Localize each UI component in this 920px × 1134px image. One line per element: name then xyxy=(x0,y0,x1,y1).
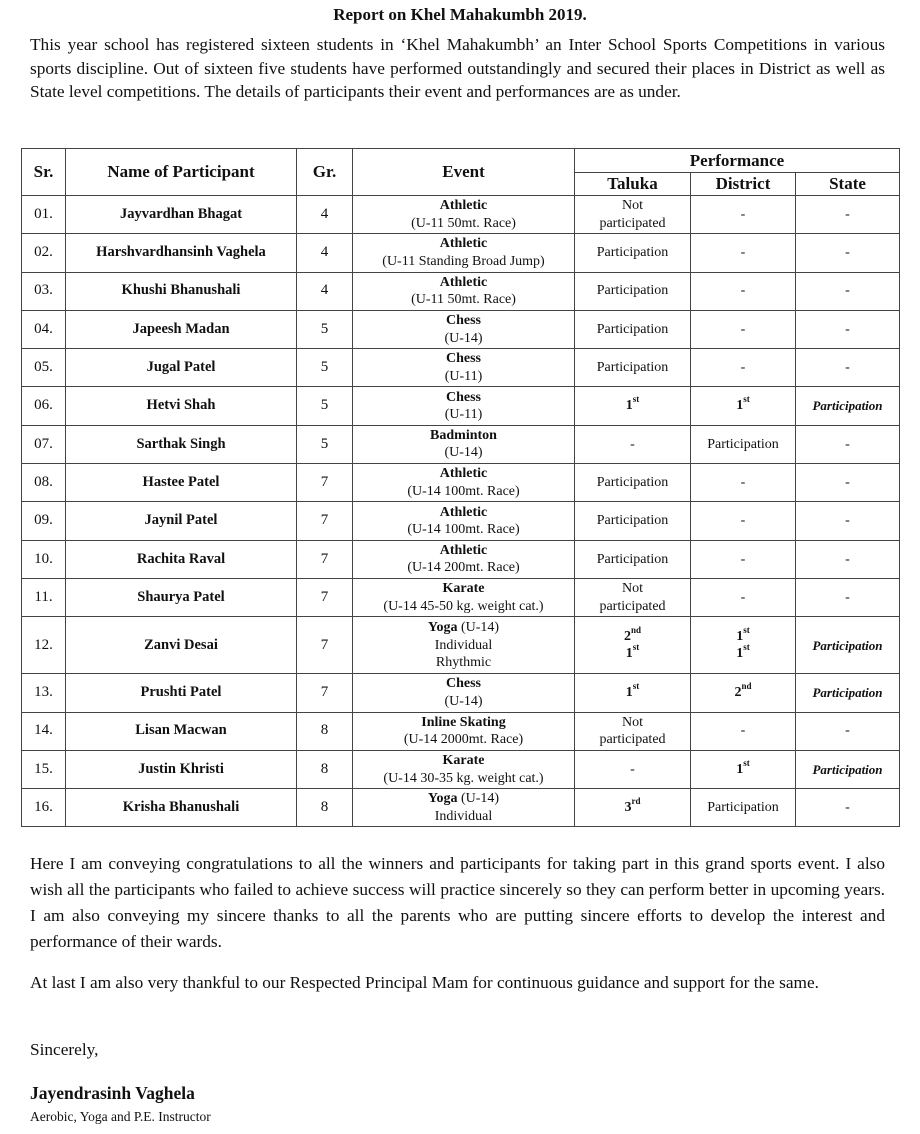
event-heading xyxy=(353,350,574,368)
event-title: Karate xyxy=(442,581,485,597)
district-result xyxy=(691,757,795,779)
cell-grade: 7 xyxy=(297,617,353,674)
table-row xyxy=(22,578,900,616)
rank-suffix: st xyxy=(632,642,640,653)
intro-paragraph: This year school has registered sixteen students in ‘Khel Mahakumbh’ an Inter School Sports Competitions in various sports discipline. Out of sixteen five students have performed outstandingly and secured their places in District as well as State level competitions. The details of participants their event and performances are as under. xyxy=(30,35,885,101)
event-title: Yoga xyxy=(427,791,458,807)
cell-name: Jugal Patel xyxy=(66,349,297,387)
rank-suffix: rd xyxy=(631,796,641,807)
event-detail: (U-14 100mt. Race) xyxy=(407,522,520,538)
taluka-result: Not xyxy=(622,714,643,730)
event-title: Karate xyxy=(442,753,485,768)
cell-name: Khushi Bhanushali xyxy=(66,272,297,310)
district-result: - xyxy=(740,206,746,222)
signatory-name: Jayendrasinh Vaghela xyxy=(30,1083,195,1103)
cell-sr: 15. xyxy=(22,750,66,788)
cell-district xyxy=(691,750,796,788)
rank-number: 1 xyxy=(625,398,633,414)
cell-grade: 7 xyxy=(297,674,353,712)
event-title: Yoga xyxy=(427,620,458,636)
cell-state: - xyxy=(796,272,900,310)
cell-name: Harshvardhansinh Vaghela xyxy=(66,234,297,272)
event-detail: (U-14) xyxy=(444,693,483,709)
cell-district xyxy=(691,349,796,387)
cell-event xyxy=(353,502,575,540)
taluka-result: participated xyxy=(599,215,666,231)
cell-event xyxy=(353,387,575,425)
cell-district xyxy=(691,578,796,616)
cell-grade: 7 xyxy=(297,578,353,616)
rank-suffix: st xyxy=(743,624,750,635)
event-title: Chess xyxy=(445,351,481,367)
cell-sr: 06. xyxy=(22,387,66,425)
cell-name: Jaynil Patel xyxy=(66,502,297,540)
cell-event xyxy=(353,712,575,750)
cell-grade: 4 xyxy=(297,196,353,234)
table-row xyxy=(22,750,900,788)
taluka-result: Participation xyxy=(596,551,669,567)
district-result: - xyxy=(740,321,746,337)
taluka-result: Not xyxy=(622,581,643,597)
cell-state: - xyxy=(796,502,900,540)
cell-event xyxy=(353,310,575,348)
cell-sr: 14. xyxy=(22,712,66,750)
cell-taluka xyxy=(575,578,691,616)
cell-state: - xyxy=(796,789,900,827)
taluka-result: Not xyxy=(622,198,643,214)
cell-sr: 07. xyxy=(22,425,66,463)
header-event: Event xyxy=(353,149,575,196)
cell-grade: 8 xyxy=(297,750,353,788)
cell-event xyxy=(353,464,575,502)
cell-taluka xyxy=(575,750,691,788)
event-title: Athletic xyxy=(439,466,488,482)
cell-state: Participation xyxy=(796,674,900,712)
district-result: - xyxy=(740,589,746,605)
rank-suffix: st xyxy=(743,642,750,653)
taluka-result: participated xyxy=(599,732,666,748)
cell-sr: 04. xyxy=(22,310,66,348)
table-row xyxy=(22,387,900,425)
cell-sr: 16. xyxy=(22,789,66,827)
cell-grade: 7 xyxy=(297,502,353,540)
cell-district xyxy=(691,712,796,750)
cell-grade: 7 xyxy=(297,540,353,578)
district-result: Participation xyxy=(707,436,779,452)
cell-taluka xyxy=(575,464,691,502)
event-heading xyxy=(353,465,574,483)
cell-name: Zanvi Desai xyxy=(66,617,297,674)
event-heading xyxy=(353,580,574,598)
cell-event xyxy=(353,540,575,578)
rank-number: 3 xyxy=(624,800,632,816)
event-heading xyxy=(353,675,574,693)
taluka-result xyxy=(575,394,690,415)
cell-district xyxy=(691,196,796,234)
event-detail: (U-14 45-50 kg. weight cat.) xyxy=(383,598,544,614)
event-title: Inline Skating xyxy=(421,714,506,730)
event-detail: Rhythmic xyxy=(435,655,492,671)
event-heading xyxy=(353,542,574,560)
report-title: Report on Khel Mahakumbh 2019. xyxy=(333,5,587,24)
header-name: Name of Participant xyxy=(66,149,297,196)
cell-grade: 5 xyxy=(297,310,353,348)
cell-event xyxy=(353,578,575,616)
cell-sr: 12. xyxy=(22,617,66,674)
table-row xyxy=(22,540,900,578)
taluka-result: Participation xyxy=(596,360,669,376)
event-heading xyxy=(353,197,574,215)
table-row xyxy=(22,310,900,348)
cell-sr: 03. xyxy=(22,272,66,310)
rank-suffix: st xyxy=(743,394,750,405)
cell-sr: 11. xyxy=(22,578,66,616)
district-result xyxy=(691,642,795,663)
cell-event xyxy=(353,272,575,310)
cell-grade: 5 xyxy=(297,387,353,425)
event-heading xyxy=(353,427,574,445)
cell-grade: 4 xyxy=(297,272,353,310)
table-row xyxy=(22,196,900,234)
cell-grade: 5 xyxy=(297,349,353,387)
table-body xyxy=(22,196,900,827)
cell-district xyxy=(691,674,796,712)
taluka-result xyxy=(575,642,690,663)
cell-event xyxy=(353,196,575,234)
cell-name: Lisan Macwan xyxy=(66,712,297,750)
cell-district xyxy=(691,617,796,674)
district-result xyxy=(691,681,795,702)
rank-number: 1 xyxy=(736,761,744,777)
cell-event xyxy=(353,617,575,674)
cell-district xyxy=(691,464,796,502)
event-heading xyxy=(353,389,574,407)
event-heading xyxy=(353,790,574,808)
event-title: Chess xyxy=(445,313,481,329)
event-detail: (U-11 50mt. Race) xyxy=(411,292,516,308)
cell-grade: 4 xyxy=(297,234,353,272)
district-result: - xyxy=(740,513,746,529)
event-title: Chess xyxy=(445,676,481,692)
table-row xyxy=(22,272,900,310)
cell-state: Participation xyxy=(796,617,900,674)
cell-taluka xyxy=(575,349,691,387)
event-title: Athletic xyxy=(439,198,488,214)
rank-number: 1 xyxy=(736,646,744,662)
district-result: - xyxy=(740,723,746,739)
rank-number: 2 xyxy=(623,628,631,644)
cell-taluka xyxy=(575,540,691,578)
cell-event xyxy=(353,789,575,827)
event-category: (U-14) xyxy=(457,791,500,807)
cell-event xyxy=(353,425,575,463)
cell-district xyxy=(691,425,796,463)
cell-state: - xyxy=(796,578,900,616)
cell-taluka xyxy=(575,387,691,425)
event-detail: (U-14 100mt. Race) xyxy=(407,483,520,499)
event-heading xyxy=(353,274,574,292)
cell-sr: 05. xyxy=(22,349,66,387)
table-row xyxy=(22,425,900,463)
cell-taluka xyxy=(575,196,691,234)
event-title: Athletic xyxy=(439,274,488,290)
cell-sr: 09. xyxy=(22,502,66,540)
cell-event xyxy=(353,750,575,788)
event-category: (U-14) xyxy=(457,620,500,636)
event-heading xyxy=(353,714,574,732)
event-title: Athletic xyxy=(439,542,488,558)
event-heading xyxy=(353,619,574,637)
table-row xyxy=(22,502,900,540)
cell-taluka xyxy=(575,789,691,827)
cell-grade: 7 xyxy=(297,464,353,502)
event-title: Badminton xyxy=(430,427,497,443)
cell-taluka xyxy=(575,712,691,750)
event-detail: (U-11 50mt. Race) xyxy=(411,215,516,231)
rank-number: 1 xyxy=(736,398,744,414)
header-district: District xyxy=(691,173,796,196)
cell-grade: 5 xyxy=(297,425,353,463)
taluka-result: Participation xyxy=(596,245,669,261)
cell-district xyxy=(691,502,796,540)
rank-number: 1 xyxy=(625,646,633,662)
district-result xyxy=(691,394,795,415)
cell-sr: 13. xyxy=(22,674,66,712)
table-header xyxy=(22,149,900,196)
cell-state: - xyxy=(796,425,900,463)
cell-name: Hastee Patel xyxy=(66,464,297,502)
event-title: Athletic xyxy=(439,236,488,252)
event-detail: (U-14 2000mt. Race) xyxy=(403,732,524,748)
event-detail: (U-14 30-35 kg. weight cat.) xyxy=(383,770,544,786)
cell-taluka xyxy=(575,674,691,712)
signatory-role: Aerobic, Yoga and P.E. Instructor xyxy=(30,1109,211,1124)
taluka-result: participated xyxy=(599,598,666,614)
cell-event xyxy=(353,349,575,387)
header-state: State xyxy=(796,173,900,196)
district-result: - xyxy=(740,360,746,376)
cell-district xyxy=(691,789,796,827)
table-row xyxy=(22,349,900,387)
event-heading xyxy=(353,504,574,522)
rank-suffix: st xyxy=(743,757,750,768)
cell-state: Participation xyxy=(796,387,900,425)
cell-state: - xyxy=(796,540,900,578)
cell-district xyxy=(691,387,796,425)
taluka-result xyxy=(575,681,690,702)
cell-taluka xyxy=(575,234,691,272)
taluka-result: - xyxy=(630,436,635,452)
event-detail: (U-11) xyxy=(444,407,483,423)
table-row xyxy=(22,234,900,272)
rank-number: 2 xyxy=(734,685,742,701)
cell-state: - xyxy=(796,310,900,348)
event-detail: Individual xyxy=(434,637,493,653)
rank-suffix: st xyxy=(632,394,640,405)
table-row xyxy=(22,789,900,827)
rank-number: 1 xyxy=(625,685,633,701)
cell-event xyxy=(353,674,575,712)
taluka-result xyxy=(575,796,690,817)
cell-state: - xyxy=(796,234,900,272)
rank-number: 1 xyxy=(736,628,744,644)
cell-taluka xyxy=(575,617,691,674)
cell-taluka xyxy=(575,310,691,348)
cell-name: Japeesh Madan xyxy=(66,310,297,348)
event-heading xyxy=(353,752,574,770)
cell-district xyxy=(691,272,796,310)
congratulations-paragraph: Here I am conveying congratulations to all the winners and participants for taking part in this grand sports event. I also wish all the participants who failed to achieve success will practice sincerely so they can perform better in upcoming years. I am also conveying my sincere thanks to all the parents who are putting sincere efforts to develop the interest and performance of their wards. xyxy=(30,854,885,951)
cell-sr: 08. xyxy=(22,464,66,502)
cell-taluka xyxy=(575,272,691,310)
cell-name: Jayvardhan Bhagat xyxy=(66,196,297,234)
cell-state: - xyxy=(796,349,900,387)
cell-name: Prushti Patel xyxy=(66,674,297,712)
cell-name: Hetvi Shah xyxy=(66,387,297,425)
taluka-result: - xyxy=(630,761,635,777)
cell-district xyxy=(691,310,796,348)
table-row xyxy=(22,464,900,502)
taluka-result: Participation xyxy=(596,513,669,529)
header-performance: Performance xyxy=(575,149,900,173)
cell-state: - xyxy=(796,712,900,750)
cell-district xyxy=(691,234,796,272)
rank-suffix: nd xyxy=(630,624,641,635)
cell-taluka xyxy=(575,425,691,463)
cell-grade: 8 xyxy=(297,789,353,827)
cell-sr: 02. xyxy=(22,234,66,272)
header-taluka: Taluka xyxy=(575,173,691,196)
district-result: - xyxy=(740,245,746,261)
event-detail: (U-14) xyxy=(444,330,483,346)
cell-state: - xyxy=(796,196,900,234)
header-sr: Sr. xyxy=(22,149,66,196)
rank-suffix: st xyxy=(632,681,640,692)
district-result: - xyxy=(740,474,746,490)
rank-suffix: nd xyxy=(741,681,752,692)
district-result: - xyxy=(740,551,746,567)
cell-name: Rachita Raval xyxy=(66,540,297,578)
taluka-result: Participation xyxy=(596,321,669,337)
cell-name: Sarthak Singh xyxy=(66,425,297,463)
cell-state: Participation xyxy=(796,750,900,788)
table-row xyxy=(22,617,900,674)
event-heading xyxy=(353,235,574,253)
cell-grade: 8 xyxy=(297,712,353,750)
event-detail: Individual xyxy=(434,808,493,824)
event-title: Athletic xyxy=(439,504,488,520)
cell-taluka xyxy=(575,502,691,540)
taluka-result: Participation xyxy=(596,283,669,299)
district-result: Participation xyxy=(707,800,779,816)
event-detail: (U-11) xyxy=(444,368,483,384)
event-detail: (U-14) xyxy=(444,445,483,461)
district-result: - xyxy=(740,283,746,299)
cell-name: Krisha Bhanushali xyxy=(66,789,297,827)
table-row xyxy=(22,674,900,712)
header-grade: Gr. xyxy=(297,149,353,196)
participants-table xyxy=(21,148,900,827)
table-row xyxy=(22,712,900,750)
thanks-paragraph: At last I am also very thankful to our Respected Principal Mam for continuous guidance and support for the same. xyxy=(30,973,819,992)
cell-name: Justin Khristi xyxy=(66,750,297,788)
cell-event xyxy=(353,234,575,272)
sign-off: Sincerely, xyxy=(30,1040,99,1059)
event-detail: (U-14 200mt. Race) xyxy=(407,560,520,576)
cell-sr: 10. xyxy=(22,540,66,578)
event-title: Chess xyxy=(445,389,481,405)
taluka-result: Participation xyxy=(596,474,669,490)
cell-district xyxy=(691,540,796,578)
cell-state: - xyxy=(796,464,900,502)
cell-name: Shaurya Patel xyxy=(66,578,297,616)
event-detail: (U-11 Standing Broad Jump) xyxy=(382,253,545,269)
event-heading xyxy=(353,312,574,330)
cell-sr: 01. xyxy=(22,196,66,234)
